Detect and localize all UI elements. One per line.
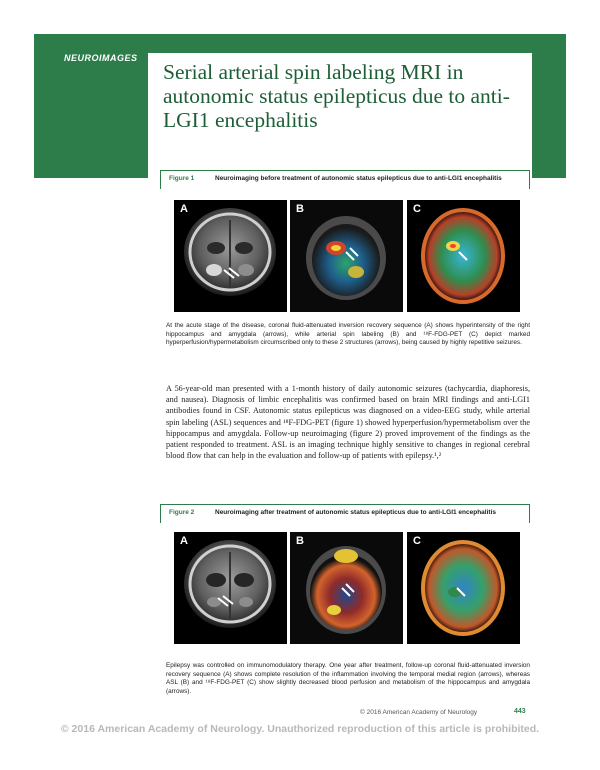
figure-2-panel-a-flair-image — [174, 532, 287, 644]
figure-1-panel-a-flair-image — [174, 200, 287, 312]
figure-2-panel-b-asl-image — [290, 532, 403, 644]
footer-copyright: © 2016 American Academy of Neurology — [360, 709, 478, 716]
figure-1-panel-b-asl-image — [290, 200, 403, 312]
figure-1-panel-c-pet-image — [407, 200, 520, 312]
figure-2-label: Figure 2 — [169, 509, 195, 516]
figure-1-header — [160, 170, 530, 189]
article-title: Serial arterial spin labeling MRI in autonomic status epilepticus due to anti-LGI1 encephalitis — [163, 60, 510, 132]
figure-2-panel-b-label: B — [296, 535, 304, 547]
legal-notice: © 2016 American Academy of Neurology. Unauthorized reproduction of this article is prohibited. — [60, 723, 540, 735]
figure-1-label: Figure 1 — [169, 175, 195, 182]
page-number: 443 — [514, 708, 526, 715]
figure-2-panel-c-label: C — [413, 535, 421, 547]
body-paragraph: A 56-year-old man presented with a 1-month history of daily autonomic seizures (tachycardia, diaphoresis, and nausea). Diagnosis of limbic encephalitis was confirmed based on brain MRI findings and anti-LGI1 antibodies found in CSF. Autonomic status epilepticus was diagnosed on a video-EEG study, while arterial spin labeling (ASL) sequences and ¹⁸F-FDG-PET (figure 1) showed hyperperfusion/hypermetabolism over the hippocampus and amygdala. Follow-up neuroimaging (figure 2) proved improvement of the findings as the patient responded to treatment. ASL is an imaging technique highly sensitive to changes in regional cerebral blood flow that can help in the evaluation and follow-up of patients with epilepsy.¹,² — [166, 384, 530, 461]
title-card — [148, 53, 532, 178]
figure-2-panel-c-pet-image — [407, 532, 520, 644]
figure-2-panel-a-label: A — [180, 535, 188, 547]
figure-1-panel-a-label: A — [180, 203, 188, 215]
figure-2-header — [160, 504, 530, 523]
figure-2-caption: Epilepsy was controlled on immunomodulatory therapy. One year after treatment, follow-up coronal fluid-attenuated inversion recovery sequence (A) shows complete resolution of the inflammation involving the temporal medial region (arrows), whereas ASL (B) and ¹⁸F-FDG-PET (C) show slightly decreased blood perfusion and metabolism of the hippocampus and amygdala (arrows). — [166, 662, 530, 695]
figure-1-panel-b-label: B — [296, 203, 304, 215]
figure-1-caption: At the acute stage of the disease, coronal fluid-attenuated inversion recovery sequence (A) shows hyperintensity of the right hippocampus and amygdala (arrows), while arterial spin labeling (B) and ¹⁸F-FDG-PET (C) depict marked hyperperfusion/hypermetabolism circumscribed only to these 2 structures (arrows), being caused by highly repetitive seizures. — [166, 322, 530, 347]
figure-2-title: Neuroimaging after treatment of autonomic status epilepticus due to anti-LGI1 encephalitis — [215, 509, 496, 516]
section-label: NEUROIMAGES — [64, 53, 138, 63]
figure-1-panel-c-label: C — [413, 203, 421, 215]
figure-1-title: Neuroimaging before treatment of autonomic status epilepticus due to anti-LGI1 encephalitis — [215, 175, 502, 182]
